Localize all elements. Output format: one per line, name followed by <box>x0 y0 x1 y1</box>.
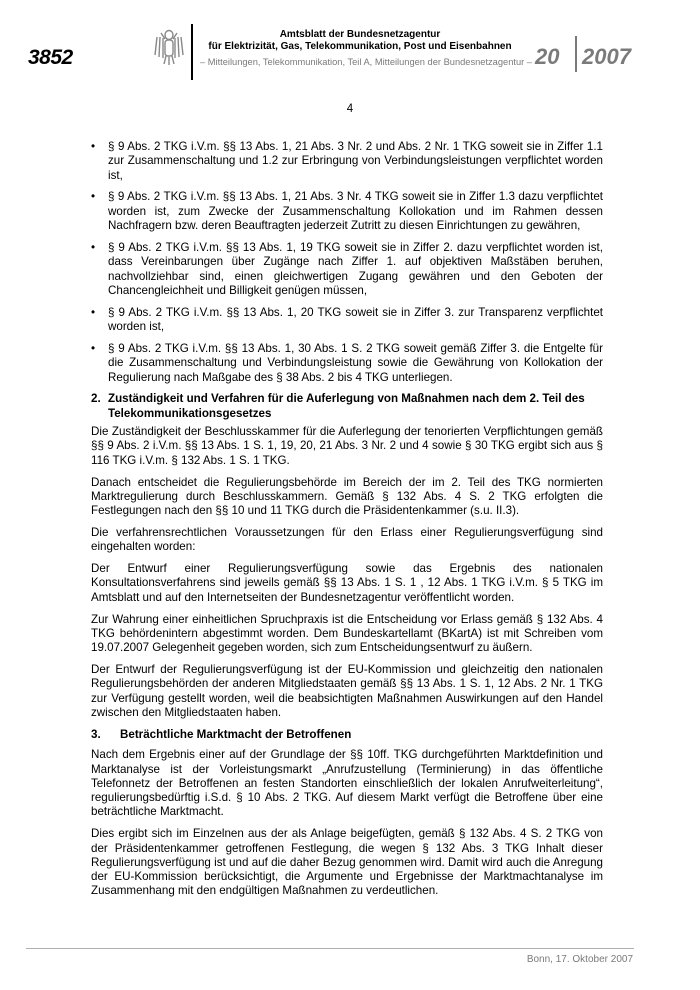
issue-number: 3852 <box>28 46 73 69</box>
document-body <box>91 140 603 906</box>
list-item: • § 9 Abs. 2 TKG i.V.m. §§ 13 Abs. 1, 21 Abs. 3 Nr. 2 und Abs. 2 Nr. 1 TKG soweit sie in Ziffer 1.1 zur Zusammenschaltung und 1.2 zur Erbringung von Verbindungsleistungen verpflichtet worden ist, <box>91 140 603 183</box>
header-title: Amtsblatt der Bundesnetzagentur für Elektrizität, Gas, Telekommunikation, Post und Eisenbahnen <box>208 29 512 52</box>
year-suffix: 2007 <box>582 44 631 69</box>
footer-date: Bonn, 17. Oktober 2007 <box>526 954 633 965</box>
list-item: • § 9 Abs. 2 TKG i.V.m. §§ 13 Abs. 1, 30 Abs. 1 S. 2 TKG soweit gemäß Ziffer 3. die Entgelte für die Zusammenschaltung und Verbindungsleistung sowie die Gewährung von Kollokation der Regulierung nach Maßgabe des § 38 Abs. 2 bis 4 TKG unterliegen. <box>91 342 603 385</box>
paragraph: Danach entscheidet die Regulierungsbehörde im Bereich der im 2. Teil des TKG normierten Marktregulierung durch Beschlusskammern. Gemäß § 132 Abs. 4 S. 2 TKG erfolgten die Festlegungen nach den §§ 10 und 11 TKG durch die Präsidentenkammer (s.u. II.3). <box>91 475 603 518</box>
section-2-heading: 2. Zuständigkeit und Verfahren für die Auferlegung von Maßnahmen nach dem 2. Teil des Telekommunikationsgesetzes <box>91 392 585 420</box>
paragraph: Zur Wahrung einer einheitlichen Spruchpraxis ist die Entscheidung vor Erlass gemäß § 132 Abs. 4 TKG behördenintern abgestimmt worden. Dem Bundeskartellamt (BKartA) ist mit Schreiben vom 19.07.2007 Gelegenheit gegeben worden, sich zum Entscheidungsentwurf zu äußern. <box>91 612 603 655</box>
header-subtitle: – Mitteilungen, Telekommunikation, Teil A, Mitteilungen der Bundesnetzagentur – <box>200 57 532 67</box>
paragraph: Der Entwurf der Regulierungsverfügung ist der EU-Kommission und gleichzeitig den nationalen Regulierungsbehörden der anderen Mitgliedstaaten gemäß §§ 13 Abs. 1 S. 1, 12 Abs. 2 Nr. 1 TKG zur Verfügung gestellt worden, weil die beabsichtigten Maßnahmen Auswirkungen auf den Handel zwischen den Mitgliedstaaten haben. <box>91 663 603 720</box>
year-prefix: 20 <box>535 44 560 69</box>
paragraph: Die verfahrensrechtlichen Voraussetzungen für den Erlass einer Regulierungsverfügung sind eingehalten worden: <box>91 525 603 554</box>
footer-divider <box>26 948 634 949</box>
page-number: 4 <box>346 103 354 115</box>
section-3-heading: 3. Beträchtliche Marktmacht der Betroffenen <box>91 727 352 741</box>
list-item: • § 9 Abs. 2 TKG i.V.m. §§ 13 Abs. 1, 20 TKG soweit sie in Ziffer 3. zur Transparenz verpflichtet worden ist, <box>91 306 603 335</box>
paragraph: Der Entwurf einer Regulierungsverfügung sowie das Ergebnis des nationalen Konsultationsverfahrens sind jeweils gemäß §§ 13 Abs. 1 S. 1 , 12 Abs. 1 TKG i.V.m. § 5 TKG im Amtsblatt und auf den Internetseiten der Bundesnetzagentur veröffentlicht worden. <box>91 562 603 604</box>
list-item: • § 9 Abs. 2 TKG i.V.m. §§ 13 Abs. 1, 19 TKG soweit sie in Ziffer 2. dazu verpflichtet worden ist, dass Vereinbarungen über Zugänge nach Ziffer 1. auf objektiven Maßstäben beruhen, nachvollziehbar sind, einen gleichwertigen Zugang gewähren und den Geboten der Chancengleichheit und Billigkeit genügen müssen, <box>91 241 603 298</box>
paragraph: Dies ergibt sich im Einzelnen aus der als Anlage beigefügten, gemäß § 132 Abs. 4 S. 2 TKG von der Präsidentenkammer getroffenen Festlegung, die wegen § 132 Abs. 3 TKG Inhalt dieser Regulierungsverfügung ist und auf die daher Bezug genommen wird. Damit wird auch die Anregung der EU-Kommission berücksichtigt, die Argumente und Ergebnisse der Marktmachtanalyse im Zusammenhang mit den endgültigen Maßnahmen zu verdeutlichen. <box>91 827 603 898</box>
paragraph: Nach dem Ergebnis einer auf der Grundlage der §§ 10ff. TKG durchgeführten Marktdefinition und Marktanalyse ist der Vorleistungsmarkt „Anrufzustellung (Terminierung) in das öffentliche Telefonnetz der Betroffenen an festen Standorten einschließlich der lokalen Anrufweiterleitung“, regulierungsbedürftig i.S.d. § 10 Abs. 2 TKG. Auf diesem Markt verfügt die Betroffene über eine beträchtliche Marktmacht. <box>91 748 603 819</box>
list-item: • § 9 Abs. 2 TKG i.V.m. §§ 13 Abs. 1, 21 Abs. 3 Nr. 4 TKG soweit sie in Ziffer 1.3 dazu verpflichtet worden ist, zum Zwecke der Zusammenschaltung Kollokation und im Rahmen dessen Nachfragern bzw. deren Beauftragten jederzeit Zutritt zu diesen Einrichtungen zu gewähren, <box>91 190 603 233</box>
bullet-list <box>91 140 603 385</box>
header-divider <box>191 24 193 80</box>
paragraph: Die Zuständigkeit der Beschlusskammer für die Auferlegung der tenorierten Verpflichtungen gemäß §§ 9 Abs. 2 i.V.m. §§ 13 Abs. 1 S. 1, 19, 20, 21 Abs. 3 Nr. 2 und 4 sowie § 30 TKG ergibt sich aus § 116 TKG i.V.m. § 132 Abs. 1 S. 1 TKG. <box>91 425 603 467</box>
year-divider <box>575 36 577 72</box>
federal-eagle-icon <box>152 27 186 67</box>
